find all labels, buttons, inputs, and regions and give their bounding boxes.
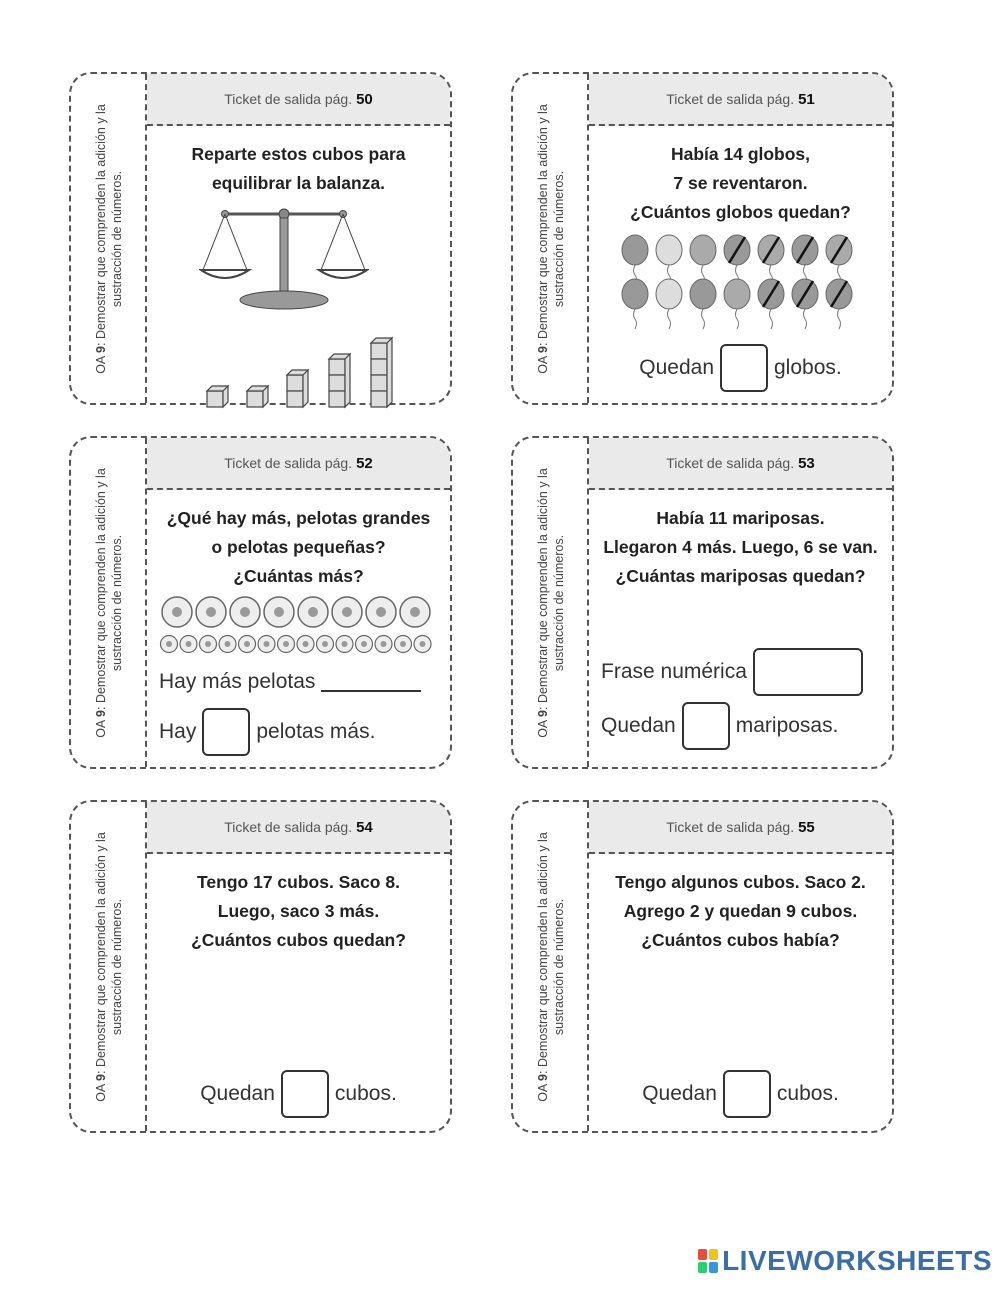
balloon: [826, 279, 852, 329]
balloon: [724, 279, 750, 329]
answer-prefix: Quedan: [642, 1082, 717, 1105]
sidebar: [71, 802, 147, 1131]
answer-line: [147, 1070, 450, 1118]
number-sentence-line: [589, 648, 892, 696]
answer-suffix: pelotas más.: [256, 720, 376, 743]
small-ball-pattern: [166, 641, 172, 647]
number-sentence-label: Frase numérica: [601, 660, 747, 683]
answer-prefix: Hay: [159, 720, 197, 743]
ticket-header: Ticket de salida pág. 52: [147, 438, 450, 490]
big-ball-pattern: [274, 607, 284, 617]
answer-suffix: globos.: [774, 356, 842, 379]
small-ball-pattern: [264, 641, 270, 647]
ticket-header: Ticket de salida pág. 54: [147, 802, 450, 854]
big-ball-pattern: [308, 607, 318, 617]
ticket-header: Ticket de salida pág. 55: [589, 802, 892, 854]
ticket-card-53: [511, 436, 894, 769]
balance-scale-illustration: [199, 208, 369, 318]
sidebar-objective-text: OA 9: Demostrar que comprenden la adición y la sustracción de números.: [536, 831, 566, 1102]
ticket-header: Ticket de salida pág. 53: [589, 438, 892, 490]
balloon: [826, 235, 852, 285]
sidebar: [71, 438, 147, 767]
sidebar-objective-text: OA 9: Demostrar que comprenden la adición y la sustracción de números.: [94, 467, 124, 738]
answer-suffix: cubos.: [776, 1082, 839, 1105]
comparison-line: [147, 670, 450, 694]
ticket-card-52: [69, 436, 452, 769]
balloons-illustration: [617, 234, 867, 334]
answer-suffix: mariposas.: [735, 714, 839, 737]
small-ball-pattern: [420, 641, 426, 647]
sidebar-objective-text: OA 9: Demostrar que comprenden la adición y la sustracción de números.: [94, 831, 124, 1102]
ticket-body: [147, 490, 450, 767]
balloon: [622, 235, 648, 285]
answer-line: [589, 344, 892, 392]
number-sentence-input-box[interactable]: [753, 648, 863, 696]
small-ball-pattern: [283, 641, 289, 647]
answer-suffix: cubos.: [334, 1082, 397, 1105]
balloon: [758, 279, 784, 329]
big-ball-pattern: [172, 607, 182, 617]
ticket-body: [589, 490, 892, 767]
small-ball-pattern: [361, 641, 367, 647]
ticket-body: [589, 854, 892, 1131]
small-ball-pattern: [186, 641, 192, 647]
ticket-body: [589, 126, 892, 403]
question-text: Había 11 mariposas. Llegaron 4 más. Luego, 6 se van. ¿Cuántas mariposas quedan?: [603, 508, 878, 586]
balloon: [690, 279, 716, 329]
small-ball-pattern: [400, 641, 406, 647]
balloon: [792, 235, 818, 285]
ticket-body: [147, 126, 450, 403]
big-ball-pattern: [376, 607, 386, 617]
balloon: [690, 235, 716, 285]
small-ball-pattern: [225, 641, 231, 647]
big-ball-pattern: [240, 607, 250, 617]
sidebar-objective-text: OA 9: Demostrar que comprenden la adición y la sustracción de números.: [94, 103, 124, 374]
comparison-blank-input[interactable]: [321, 672, 421, 692]
balloon: [758, 235, 784, 285]
small-ball-pattern: [342, 641, 348, 647]
balls-illustration: [157, 594, 447, 664]
question-text: Reparte estos cubos para equilibrar la balanza.: [191, 144, 406, 193]
sidebar: [513, 438, 589, 767]
small-ball-pattern: [381, 641, 387, 647]
big-ball-pattern: [410, 607, 420, 617]
ticket-body: [147, 854, 450, 1131]
balloon: [724, 235, 750, 285]
question-text: Había 14 globos, 7 se reventaron. ¿Cuántos globos quedan?: [630, 144, 851, 222]
answer-input-box[interactable]: [682, 702, 730, 750]
ticket-header: Ticket de salida pág. 50: [147, 74, 450, 126]
logo-text: LIVEWORKSHEETS: [722, 1245, 992, 1276]
answer-line: [589, 702, 892, 750]
ticket-card-51: [511, 72, 894, 405]
balloon: [622, 279, 648, 329]
answer-line: [589, 1070, 892, 1118]
cube-stacks-illustration: [197, 331, 397, 411]
answer-input-box[interactable]: [202, 708, 250, 756]
sidebar: [513, 74, 589, 403]
ticket-card-50: [69, 72, 452, 405]
ticket-card-54: [69, 800, 452, 1133]
question-text: Tengo 17 cubos. Saco 8. Luego, saco 3 más. ¿Cuántos cubos quedan?: [191, 872, 406, 950]
sidebar: [71, 74, 147, 403]
sidebar-objective-text: OA 9: Demostrar que comprenden la adición y la sustracción de números.: [536, 103, 566, 374]
liveworksheets-logo[interactable]: [698, 1245, 992, 1277]
ticket-header: Ticket de salida pág. 51: [589, 74, 892, 126]
answer-line: [147, 708, 450, 756]
logo-blocks-icon: [698, 1249, 718, 1273]
sidebar-objective-text: OA 9: Demostrar que comprenden la adición y la sustracción de números.: [536, 467, 566, 738]
question-text: Tengo algunos cubos. Saco 2. Agrego 2 y quedan 9 cubos. ¿Cuántos cubos había?: [615, 872, 866, 950]
balloon: [656, 279, 682, 329]
big-ball-pattern: [206, 607, 216, 617]
small-ball-pattern: [303, 641, 309, 647]
answer-prefix: Quedan: [639, 356, 714, 379]
big-ball-pattern: [342, 607, 352, 617]
balloon: [792, 279, 818, 329]
small-ball-pattern: [205, 641, 211, 647]
balloon: [656, 235, 682, 285]
answer-prefix: Quedan: [200, 1082, 275, 1105]
ticket-card-55: [511, 800, 894, 1133]
sidebar: [513, 802, 589, 1131]
comparison-label: Hay más pelotas: [159, 670, 316, 693]
answer-input-box[interactable]: [720, 344, 768, 392]
answer-prefix: Quedan: [601, 714, 676, 737]
question-text: ¿Qué hay más, pelotas grandes o pelotas pequeñas? ¿Cuántas más?: [166, 508, 431, 586]
answer-input-box[interactable]: [723, 1070, 771, 1118]
answer-input-box[interactable]: [281, 1070, 329, 1118]
small-ball-pattern: [322, 641, 328, 647]
small-ball-pattern: [244, 641, 250, 647]
